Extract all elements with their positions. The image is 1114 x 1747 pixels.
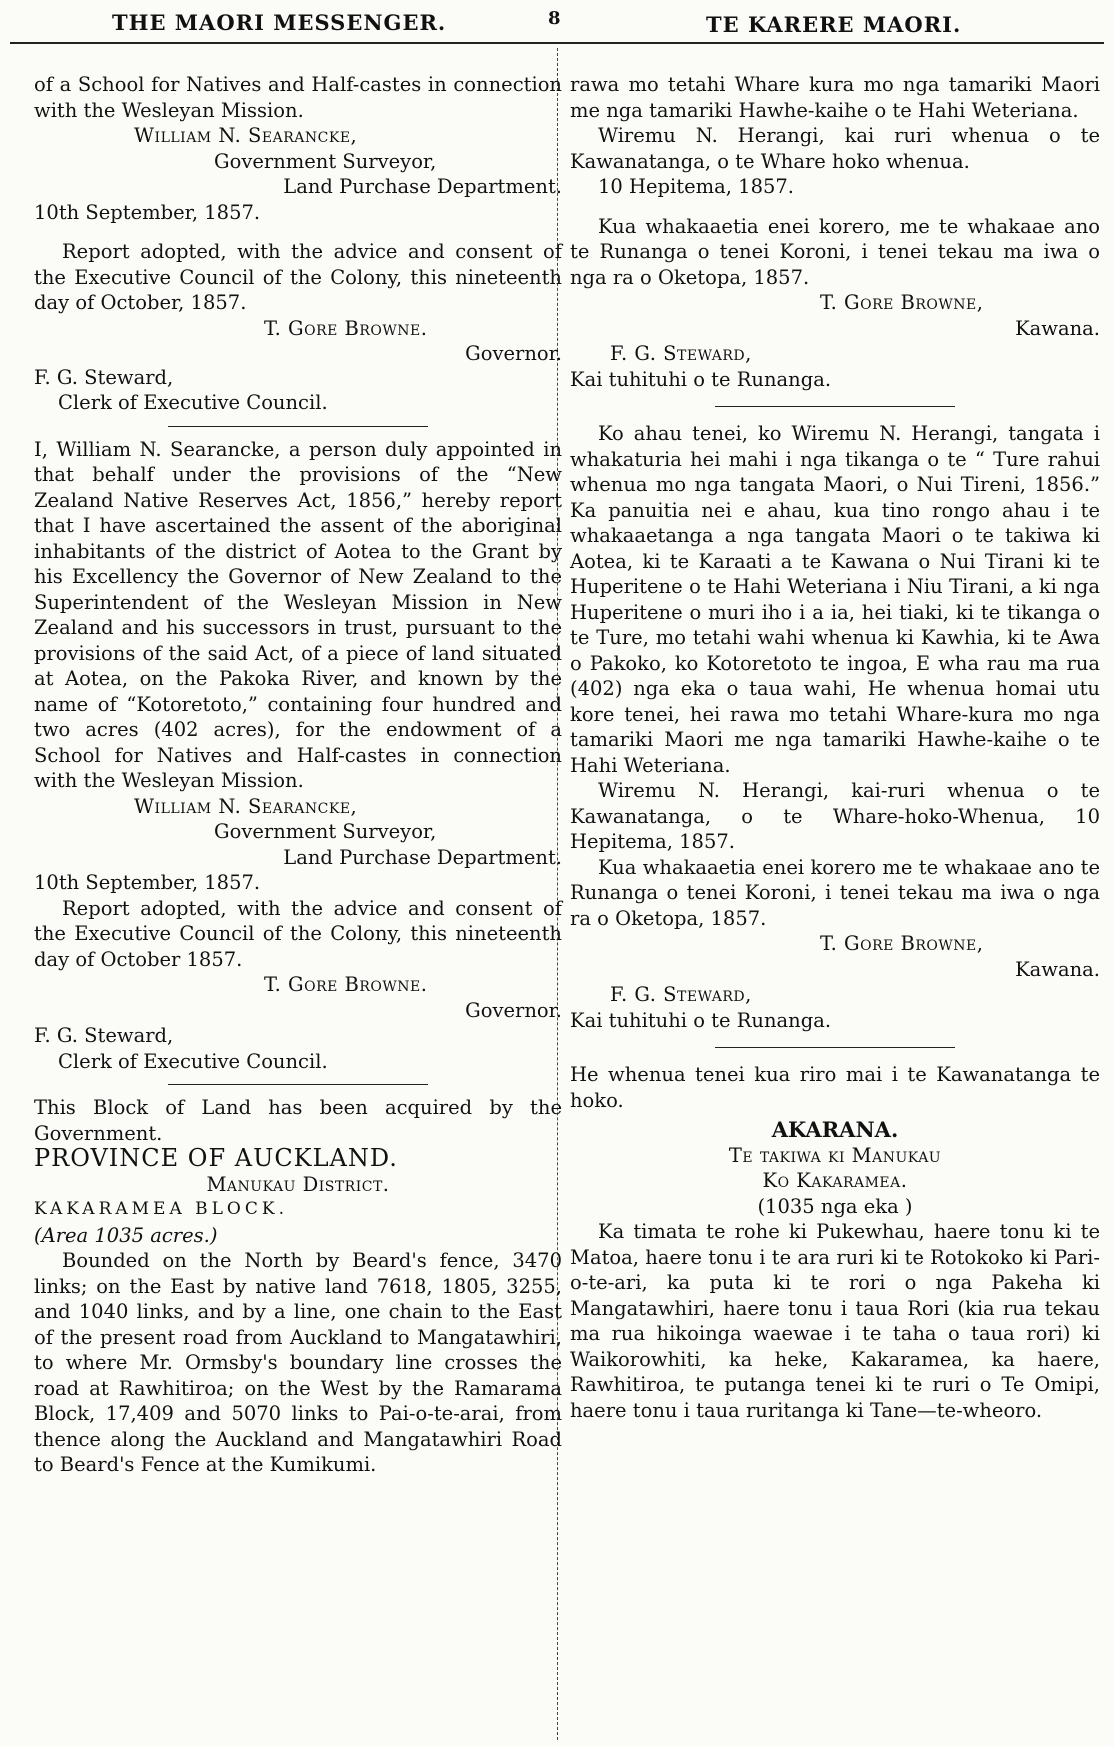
area-note: (1035 nga eka ) xyxy=(757,1194,913,1218)
district-heading: Te takiwa ki Manukau xyxy=(728,1143,942,1167)
signature-line: Wiremu N. Herangi, kai-ruri whenua o te Kawanatanga, o te Whare-hoko-Whenua, 10 Hepitema, 1857. xyxy=(570,779,1100,853)
block-heading: Ko Kakaramea. xyxy=(762,1169,908,1192)
section-rule xyxy=(715,1047,955,1048)
governor-title: Governor. xyxy=(465,998,562,1022)
paragraph: Bounded on the North by Beard's fence, 3470 links; on the East by native land 7618, 1805, 3255, and 1040 links, and by a line, one chain to the East of the present road from Auckland to Mangatawhiri, to where Mr. Ormsby's boundary line crosses the road at Rawhitiroa; on the West by the Ramarama Block, 17,409 and 5070 links to Pai-o-te-arai, from thence along the Auckland and Mangatawhiri Road to Beard's Fence at the Kumikumi. xyxy=(34,1249,562,1476)
signature-title: Government Surveyor, xyxy=(214,820,437,843)
date-line: 10th September, 1857. xyxy=(34,871,261,894)
section-rule xyxy=(715,406,955,407)
clerk-name: F. G. Steward, xyxy=(610,983,752,1006)
section-rule xyxy=(168,426,428,427)
maori-column xyxy=(570,72,1100,1423)
header-rule xyxy=(10,42,1104,44)
governor-name: T. Gore Browne, xyxy=(820,291,984,314)
paragraph: He whenua tenei kua riro mai i te Kawanatanga te hoko. xyxy=(570,1063,1100,1112)
clerk-title: Kai tuhituhi o te Runanga. xyxy=(570,1008,832,1032)
signature-name: William N. Searancke, xyxy=(134,124,358,147)
signature-line: Wiremu N. Herangi, kai ruri whenua o te Kawanatanga, o te Whare hoko whenua. xyxy=(570,124,1100,173)
english-column xyxy=(34,72,562,1478)
governor-name: T. Gore Browne, xyxy=(820,932,984,955)
province-heading: AKARANA. xyxy=(771,1117,899,1142)
signature-title: Land Purchase Department. xyxy=(283,175,562,198)
governor-name: T. Gore Browne. xyxy=(264,316,428,340)
signature-name: William N. Searancke, xyxy=(134,794,358,818)
district-heading: Manukau District. xyxy=(206,1172,390,1196)
paragraph: Ka timata te rohe ki Pukewhau, haere tonu ki te Matoa, haere tonu i te ara ruri ki te Rotokoko ki Pari-o-te-ari, ka puta ki te rori o nga Pakeha ki Mangatawhiri, haere tonu i taua Rori (kia rua tekau ma rua hikoinga waewae i te taha o taua rori) ki Waikorowhiti, ka heke, Kakaramea, ka haere, Rawhitiroa, te putanga tenei ki te ruri o Te Omipi, haere tonu i taua ruritanga ki Tane—te-wheoro. xyxy=(570,1220,1100,1422)
signature-title: Land Purchase Department. xyxy=(283,845,562,869)
clerk-title: Clerk of Executive Council. xyxy=(58,391,328,414)
header-english-title: THE MAORI MESSENGER. xyxy=(112,10,447,35)
block-heading: KAKARAMEA BLOCK. xyxy=(34,1199,288,1219)
paragraph: Report adopted, with the advice and consent of the Executive Council of the Colony, this nineteenth day of October, 1857. xyxy=(34,240,562,314)
paragraph: Kua whakaaetia enei korero me te whakaae ano te Runanga o tenei Koroni, i tenei tekau ma iwa o nga ra o Oketopa, 1857. xyxy=(570,855,1100,930)
governor-title: Kawana. xyxy=(1015,316,1100,340)
running-header xyxy=(0,6,1114,40)
spacer xyxy=(34,225,562,239)
page-number: 8 xyxy=(548,8,562,29)
date-line: 10 Hepitema, 1857. xyxy=(598,175,794,198)
header-maori-title: TE KARERE MAORI. xyxy=(706,12,962,37)
area-note: (Area 1035 acres.) xyxy=(34,1223,218,1247)
paragraph: This Block of Land has been acquired by the Government. xyxy=(34,1096,562,1145)
paragraph: Kua whakaaetia enei korero, me te whakaae ano te Runanga o tenei Koroni, i tenei tekau ma iwa o nga ra o Oketopa, 1857. xyxy=(570,214,1100,289)
paragraph: Report adopted, with the advice and consent of the Executive Council of the Colony, this nineteenth day of October 1857. xyxy=(34,896,562,971)
province-heading: PROVINCE OF AUCKLAND. xyxy=(34,1144,398,1172)
clerk-name: F. G. Steward, xyxy=(34,365,174,389)
spacer xyxy=(570,200,1100,214)
paragraph: I, William N. Searancke, a person duly appointed in that behalf under the provisions of the “New Zealand Native Reserves Act, 1856,” hereby report that I have ascertained the assent of the aboriginal inhabitants of the district of Aotea to the Grant by his Excellency the Governor of New Zealand to the Superintendent of the Wesleyan Mission in New Zealand and his successors in trust, pursuant to the provisions of the said Act, of a piece of land situated at Aotea, on the Pakoka River, and known by the name of “Kotoretoto,” containing four hundred and two acres (402 acres), for the endowment of a School for Natives and Half-castes in connection with the Wesleyan Mission. xyxy=(34,437,562,792)
governor-name: T. Gore Browne. xyxy=(264,973,428,996)
clerk-title: Clerk of Executive Council. xyxy=(58,1049,328,1073)
clerk-title: Kai tuhituhi o te Runanga. xyxy=(570,367,832,391)
governor-title: Kawana. xyxy=(1015,957,1100,981)
paragraph: of a School for Natives and Half-castes in connection with the Wesleyan Mission. xyxy=(34,73,562,122)
section-rule xyxy=(168,1084,428,1085)
paragraph: rawa mo tetahi Whare kura mo nga tamariki Maori me nga tamariki Hawhe-kaihe o te Hahi Weteriana. xyxy=(570,73,1100,122)
paragraph: Ko ahau tenei, ko Wiremu N. Herangi, tangata i whakaturia hei mahi i nga tikanga o te “ Ture rahui whenua mo nga tangata Maori, o Nui Tireni, 1856.” Ka panuitia nei e ahau, kua tino rongo ahau i te whakaaetanga a nga tangata Maori o te takiwa ki Aotea, ki te Karaati a te Kawana o Nui Tirani ki te Huperitene o te Hahi Weteriana i Niu Tirani, a ki nga Huperitene o muri iho i a ia, hei tiaki, ki te tikanga o te Ture, mo tetahi wahi whenua ki Kawhia, ki te Awa o Pakoko, ko Kotoretoto te ingoa, E wha rau ma rua (402) nga eka o taua wahi, He whenua homai utu kore tenei, hei rawa mo tetahi Whare-kura mo nga tamariki Maori me nga tamariki Hawhe-kaihe o te Hahi Weteriana. xyxy=(570,422,1100,777)
signature-title: Government Surveyor, xyxy=(214,149,437,173)
clerk-name: F. G. Steward, xyxy=(34,1024,174,1047)
governor-title: Governor. xyxy=(465,342,562,365)
date-line: 10th September, 1857. xyxy=(34,200,261,224)
clerk-name: F. G. Steward, xyxy=(610,342,752,365)
